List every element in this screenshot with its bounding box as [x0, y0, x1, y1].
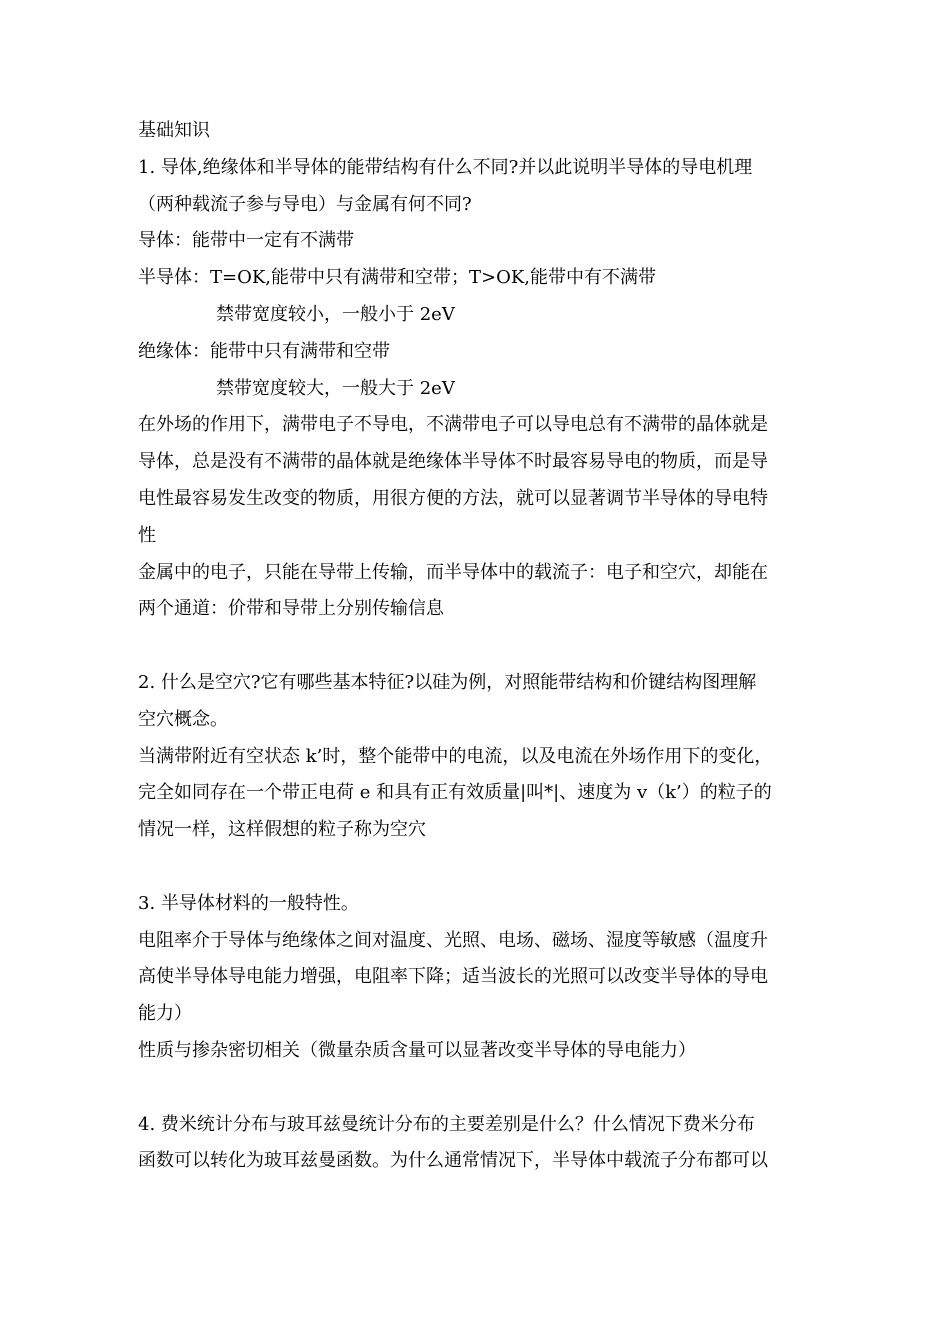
section-spacer [138, 849, 818, 886]
answer-1-paragraph-line-1: 在外场的作用下，满带电子不导电，不满带电子可以导电总有不满带的晶体就是 [138, 414, 768, 436]
question-1-line-1: 1. 导体,绝缘体和半导体的能带结构有什么不同?并以此说明半导体的导电机理 [138, 156, 753, 178]
answer-1-metal-line-2: 两个通道：价带和导带上分别传输信息 [138, 598, 444, 620]
answer-2-line-3: 情况一样，这样假想的粒子称为空穴 [138, 819, 426, 841]
answer-1-semiconductor-gap: 禁带宽度较小，一般小于 2eV [216, 303, 455, 325]
document-heading: 基础知识 [138, 120, 210, 141]
answer-1-paragraph-line-3: 电性最容易发生改变的物质，用很方便的方法，就可以显著调节半导体的导电特 [138, 487, 768, 509]
answer-1-semiconductor: 半导体：T=OK,能带中只有满带和空带；T>OK,能带中有不满带 [138, 267, 657, 289]
question-4-line-1: 4. 费米统计分布与玻耳兹曼统计分布的主要差别是什么？什么情况下费米分布 [138, 1113, 755, 1135]
answer-2-line-2: 完全如同存在一个带正电荷 e 和具有正有效质量|叫*|、速度为 v（k’）的粒子的 [138, 782, 772, 804]
answer-1-paragraph-line-2: 导体，总是没有不满带的晶体就是绝缘体半导体不时最容易导电的物质，而是导 [138, 451, 768, 473]
answer-3-line-2: 高使半导体导电能力增强，电阻率下降；适当波长的光照可以改变半导体的导电 [138, 966, 768, 988]
answer-1-paragraph-line-4: 性 [138, 524, 156, 546]
answer-1-conductor: 导体：能带中一定有不满带 [138, 230, 354, 252]
answer-1-metal-line-1: 金属中的电子，只能在导带上传输，而半导体中的载流子：电子和空穴，却能在 [138, 561, 768, 583]
question-3-line-1: 3. 半导体材料的一般特性。 [138, 892, 359, 914]
question-2-line-2: 空穴概念。 [138, 708, 228, 730]
section-spacer [138, 1070, 818, 1107]
answer-2-line-1: 当满带附近有空状态 k’时，整个能带中的电流，以及电流在外场作用下的变化， [138, 745, 773, 767]
answer-1-insulator-gap: 禁带宽度较大，一般大于 2eV [216, 377, 455, 399]
question-1-line-2: （两种载流子参与导电）与金属有何不同? [138, 193, 472, 215]
question-4-line-2: 函数可以转化为玻耳兹曼函数。为什么通常情况下，半导体中载流子分布都可以 [138, 1150, 768, 1172]
question-2-line-1: 2. 什么是空穴?它有哪些基本特征?以硅为例，对照能带结构和价键结构图理解 [138, 671, 757, 693]
answer-3-line-1: 电阻率介于导体与绝缘体之间对温度、光照、电场、磁场、湿度等敏感（温度升 [138, 929, 768, 951]
answer-3-line-4: 性质与掺杂密切相关（微量杂质含量可以显著改变半导体的导电能力） [138, 1039, 696, 1061]
answer-3-line-3: 能力） [138, 1003, 192, 1025]
section-spacer [138, 628, 818, 665]
document-page [138, 113, 818, 1180]
answer-1-insulator: 绝缘体：能带中只有满带和空带 [138, 340, 390, 362]
